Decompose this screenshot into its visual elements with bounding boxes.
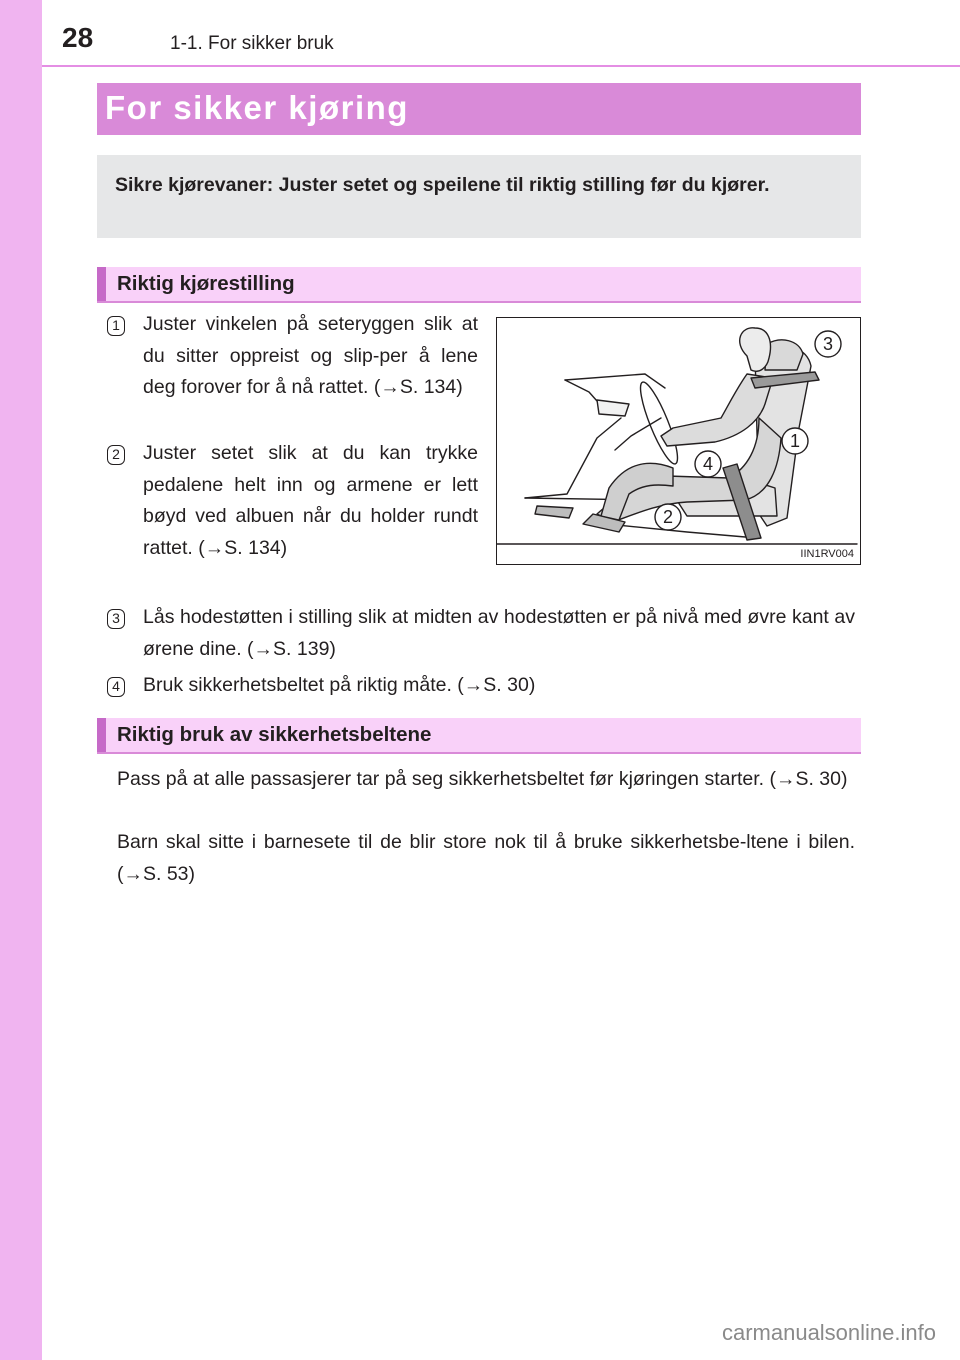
item-number-badge: 1	[107, 316, 125, 336]
title-bar	[97, 83, 861, 135]
body-paragraph: Pass på at alle passasjerer tar på seg sikkerhetsbeltet før kjøringen starter. (→S. 30)	[117, 768, 848, 790]
driver-seat-drawing	[497, 318, 859, 563]
section-heading-driving-position	[97, 267, 861, 303]
item-number-badge: 3	[107, 609, 125, 629]
list-item-text: Juster setet slik at du kan trykke pedalene helt inn og armene er lett bøyd ved albuen når du holder rundt rattet. (→S. 134)	[143, 442, 478, 559]
intro-box	[97, 155, 861, 238]
callout-3: 3	[822, 334, 834, 354]
intro-text: Sikre kjørevaner: Juster setet og speilene til riktig stilling før du kjører.	[115, 174, 770, 196]
driving-position-illustration	[496, 317, 861, 565]
list-item-text: Lås hodestøtten i stilling slik at midten av hodestøtten er på nivå med øvre kant av ørene dine. (→S. 139)	[143, 606, 855, 660]
section-heading-text: Riktig bruk av sikkerhetsbeltene	[117, 723, 432, 746]
section-heading-text: Riktig kjørestilling	[117, 272, 295, 295]
item-number-badge: 4	[107, 677, 125, 697]
figure-code: IIN1RV004	[800, 548, 854, 560]
item-number-badge: 2	[107, 445, 125, 465]
watermark: carmanualsonline.info	[721, 1320, 936, 1345]
body-paragraph: Barn skal sitte i barnesete til de blir store nok til å bruke sikkerhetsbe-ltene i bilen. (→S. 53)	[117, 831, 855, 885]
section-heading-seatbelts	[97, 718, 861, 754]
list-item-text: Bruk sikkerhetsbeltet på riktig måte. (→S. 30)	[143, 674, 536, 696]
page-number: 28	[62, 22, 94, 53]
callout-1: 1	[789, 431, 801, 451]
side-tab-bar	[0, 0, 42, 1360]
list-item-text: Juster vinkelen på seteryggen slik at du sitter oppreist og slip-per å lene deg forover for å nå rattet. (→S. 134)	[143, 313, 478, 398]
header-rule	[42, 65, 960, 67]
callout-4: 4	[702, 454, 714, 474]
callout-2: 2	[662, 507, 674, 527]
running-head: 1-1. For sikker bruk	[170, 33, 334, 54]
page-title: For sikker kjøring	[105, 89, 409, 126]
